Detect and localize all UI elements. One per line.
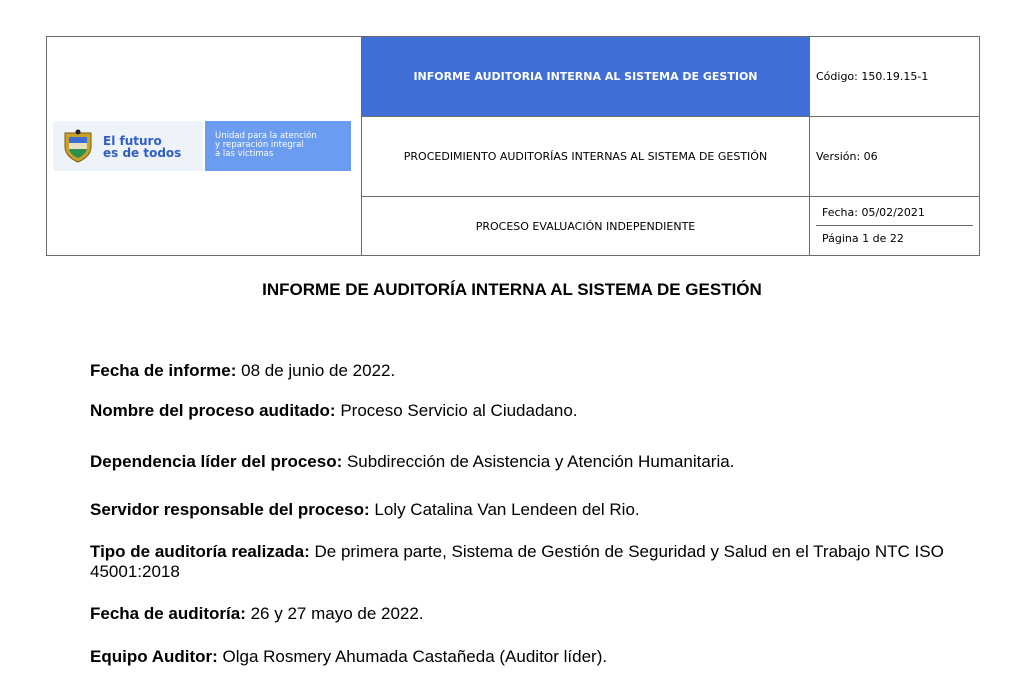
field-label: Equipo Auditor: (90, 647, 218, 666)
field-audited-process (90, 401, 950, 421)
logo-entity-block (205, 121, 351, 171)
version-cell: Versión: 06 (810, 117, 980, 197)
field-value: 26 y 27 mayo de 2022. (245, 604, 424, 623)
field-label: Fecha de informe: (90, 361, 237, 380)
field-audit-type (90, 542, 950, 582)
field-label: Fecha de auditoría: (90, 604, 246, 623)
report-title-cell: INFORME AUDITORIA INTERNA AL SISTEMA DE GESTION (362, 37, 810, 117)
logo-slogan: El futuro es de todos (103, 134, 182, 160)
field-value: 08 de junio de 2022. (236, 361, 396, 380)
code-cell: Código: 150.19.15-1 (810, 37, 980, 117)
field-audit-team (90, 647, 950, 667)
field-label: Servidor responsable del proceso: (90, 500, 370, 519)
coat-of-arms-icon (61, 129, 95, 163)
field-audit-date (90, 604, 950, 624)
field-value: Proceso Servicio al Ciudadano. (335, 401, 578, 420)
document-header-table (46, 36, 980, 256)
page-number: Página 1 de 22 (816, 225, 973, 251)
date-page-cell (810, 197, 980, 256)
document-title: INFORME DE AUDITORÍA INTERNA AL SISTEMA DE GESTIÓN (262, 280, 762, 299)
field-value: Loly Catalina Van Lendeen del Rio. (369, 500, 640, 519)
logo-cell (47, 37, 362, 256)
field-value: Olga Rosmery Ahumada Castañeda (Auditor líder). (217, 647, 608, 666)
field-label: Dependencia líder del proceso: (90, 452, 343, 471)
logo-entity-name: Unidad para la atención y reparación integral a las víctimas (215, 131, 317, 159)
field-leading-unit (90, 452, 950, 472)
field-value: Subdirección de Asistencia y Atención Humanitaria. (342, 452, 735, 471)
procedure-cell: PROCEDIMIENTO AUDITORÍAS INTERNAS AL SISTEMA DE GESTIÓN (362, 117, 810, 197)
field-report-date (90, 361, 950, 381)
field-responsible-official (90, 500, 950, 520)
field-value: De primera parte, Sistema de Gestión de Seguridad y Salud en el Trabajo NTC ISO 45001:2018 (90, 542, 944, 581)
field-label: Nombre del proceso auditado: (90, 401, 336, 420)
process-cell: PROCESO EVALUACIÓN INDEPENDIENTE (362, 197, 810, 256)
institution-logo (53, 121, 351, 171)
logo-slogan-block (53, 121, 203, 171)
field-label: Tipo de auditoría realizada: (90, 542, 310, 561)
date-value: Fecha: 05/02/2021 (822, 206, 925, 219)
